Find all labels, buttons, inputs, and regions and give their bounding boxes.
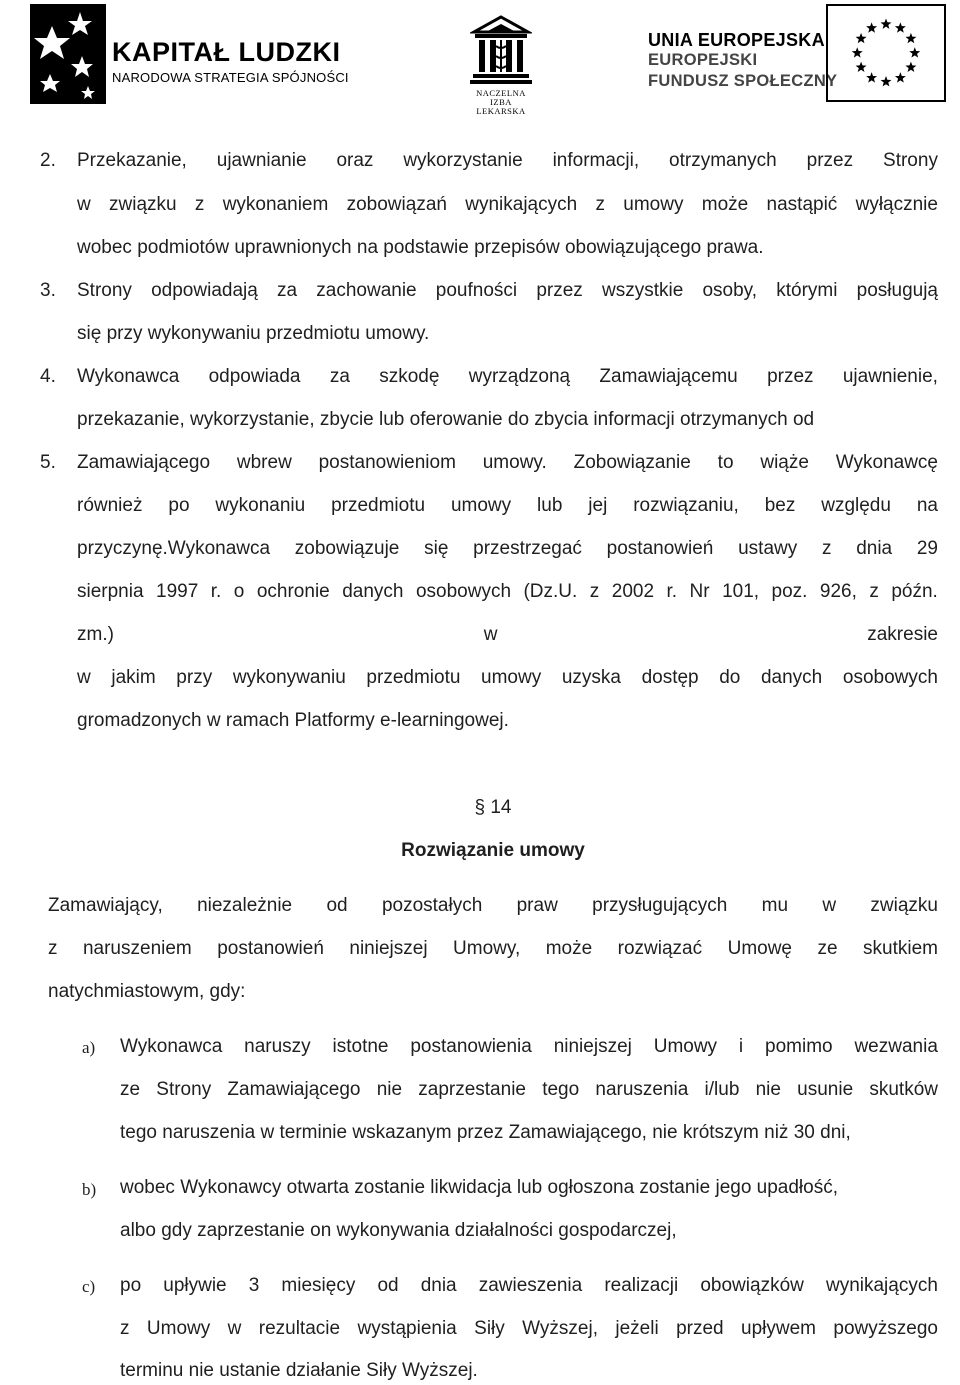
word: mu: [761, 895, 789, 916]
word: wezwania: [854, 1036, 938, 1057]
word: pomimo: [765, 1036, 833, 1057]
item-a-marker: a): [82, 1038, 96, 1057]
word: związku: [109, 194, 177, 215]
clause-5-number: 5.: [40, 452, 56, 473]
clause-4-number: 4.: [40, 366, 56, 387]
word: osoby,: [702, 280, 758, 301]
clause-5-line-1: [77, 452, 938, 474]
word: 926,: [819, 581, 857, 602]
eu-star-icon: [866, 72, 877, 82]
nil-line-1: NACZELNA: [476, 88, 526, 98]
item-c-line-2: [120, 1318, 938, 1340]
naczelna-izba-lekarska-logo: [470, 14, 532, 116]
word: 3: [248, 1275, 260, 1296]
word: zaprzestanie: [418, 1079, 526, 1100]
word: powyższego: [833, 1318, 938, 1339]
word: upływie: [163, 1275, 227, 1296]
intro-line-2: [48, 938, 938, 960]
word: przez: [767, 366, 814, 387]
kapital-ludzki-subtitle: NARODOWA STRATEGIA SPÓJNOŚCI: [112, 70, 349, 85]
word: nie: [376, 1079, 403, 1100]
word: osobowych: [842, 667, 938, 688]
item-b-line-2: albo gdy zaprzestanie on wykonywania działalności gospodarczej,: [120, 1220, 677, 1241]
word: wynikających: [465, 194, 578, 215]
word: bez: [764, 495, 796, 516]
word: z: [589, 581, 600, 602]
word: zobowiązuje: [294, 538, 400, 559]
word: przysługujących: [592, 895, 728, 916]
word: poufności: [435, 280, 518, 301]
word: zachowanie: [316, 280, 417, 301]
item-b-marker: b): [82, 1180, 97, 1199]
document-header: [0, 0, 960, 116]
word: jej: [588, 495, 608, 516]
word: i/lub: [704, 1079, 740, 1100]
eu-star-icon: [895, 72, 906, 82]
item-a-line-3: tego naruszenia w terminie wskazanym przez Zamawiającego, nie krótszym niż 30 dni,: [120, 1122, 851, 1143]
word: Zobowiązanie: [573, 452, 691, 473]
clause-2-line-1: [77, 150, 938, 172]
word: poz.: [771, 581, 808, 602]
word: sierpnia: [77, 581, 144, 602]
word: rozwiązaniu,: [633, 495, 739, 516]
word: Zamawiającego: [227, 1079, 361, 1100]
word: 1997: [156, 581, 199, 602]
item-a-line-1: [120, 1036, 938, 1058]
word: zobowiązań: [346, 194, 447, 215]
word: realizacji: [604, 1275, 679, 1296]
word: osobowych: [415, 581, 512, 602]
word: usunie: [797, 1079, 854, 1100]
word: posługują: [856, 280, 938, 301]
word: na: [916, 495, 938, 516]
ue-line-3: FUNDUSZ SPOŁECZNY: [648, 72, 838, 90]
clause-5-line-3: [77, 538, 938, 560]
word: postanowieniom: [318, 452, 456, 473]
word: się: [424, 538, 449, 559]
word: przy: [176, 667, 213, 688]
eu-star-icon: [856, 62, 867, 72]
word: może: [545, 938, 593, 959]
word: odpowiadają: [151, 280, 258, 301]
word: Wyższej,: [522, 1318, 598, 1339]
kapital-ludzki-title: KAPITAŁ LUDZKI: [112, 37, 341, 67]
word: zakresie: [867, 624, 938, 645]
word: wbrew: [236, 452, 292, 473]
word: którymi: [776, 280, 838, 301]
word: postanowienia: [410, 1036, 532, 1057]
item-b-line-1: wobec Wykonawcy otwarta zostanie likwidacja lub ogłoszona zostanie jego upadłość,: [120, 1177, 839, 1198]
clause-5-line-7: gromadzonych w ramach Platformy e-learningowej.: [77, 710, 509, 731]
ue-line-2: EUROPEJSKI: [648, 51, 758, 69]
word: wszystkie: [601, 280, 684, 301]
word: przedmiotu: [366, 667, 461, 688]
eu-star-icon: [881, 76, 892, 86]
word: Nr: [689, 581, 710, 602]
word: wykonaniu: [215, 495, 306, 516]
unia-europejska-wordmark: [648, 30, 837, 92]
word: za: [329, 366, 350, 387]
word: Umowy,: [453, 938, 521, 959]
paragraph-symbol: § 14: [474, 797, 512, 818]
kapital-ludzki-logo-icon: [30, 4, 106, 104]
word: Zamawiającego: [77, 452, 211, 473]
word: z: [120, 1318, 130, 1339]
word: wynikających: [825, 1275, 938, 1296]
word: ochronie: [256, 581, 330, 602]
word: przyczynę.Wykonawca: [77, 538, 271, 559]
word: w: [77, 194, 91, 215]
word: r.: [666, 581, 678, 602]
word: ze: [120, 1079, 141, 1100]
word: umowy: [481, 667, 542, 688]
intro-line-1: [48, 895, 938, 917]
word: informacji,: [552, 150, 640, 171]
word: postanowień: [606, 538, 714, 559]
clause-2-number: 2.: [40, 150, 56, 171]
word: ze: [817, 938, 838, 959]
word: wykorzystanie: [403, 150, 523, 171]
eu-star-icon: [866, 22, 877, 32]
word: oraz: [336, 150, 374, 171]
clause-2-line-2: [77, 194, 938, 216]
eu-star-icon: [895, 22, 906, 32]
clause-5-line-6: [77, 667, 938, 689]
word: umowy.: [482, 452, 547, 473]
word: wyłącznie: [855, 194, 938, 215]
eu-flag-icon: [826, 4, 946, 102]
word: dnia: [856, 538, 893, 559]
word: Siły: [474, 1318, 505, 1339]
word: Umowy: [653, 1036, 718, 1057]
word: niniejszej: [349, 938, 428, 959]
word: obowiązków: [700, 1275, 804, 1296]
word: rezultacie: [258, 1318, 341, 1339]
word: wiąże: [760, 452, 809, 473]
clause-3-line-1: [77, 280, 938, 302]
temple-icon: [470, 14, 532, 84]
word: z: [595, 194, 605, 215]
word: za: [277, 280, 298, 301]
word: upływem: [741, 1318, 816, 1339]
ue-line-1: UNIA EUROPEJSKA: [648, 30, 825, 50]
word: wykonywaniu: [232, 667, 346, 688]
word: może: [701, 194, 749, 215]
word: wystąpienia: [357, 1318, 457, 1339]
word: ujawnianie: [216, 150, 307, 171]
word: danych: [760, 667, 823, 688]
word: przedmiotu: [331, 495, 426, 516]
clause-5-line-4: [77, 581, 938, 603]
word: do: [719, 667, 741, 688]
item-a-line-2: [120, 1079, 938, 1101]
word: praw: [516, 895, 558, 916]
item-c-line-1: [120, 1275, 938, 1297]
word: z: [821, 538, 832, 559]
word: wyrządzoną: [468, 366, 571, 387]
word: od: [377, 1275, 399, 1296]
word: otrzymanych: [669, 150, 777, 171]
word: Strony: [156, 1079, 212, 1100]
word: Umowy: [146, 1318, 211, 1339]
word: przestrzegać: [473, 538, 582, 559]
word: lub: [537, 495, 563, 516]
word: naruszy: [244, 1036, 311, 1057]
word: szkodę: [379, 366, 440, 387]
word: postanowień: [217, 938, 324, 959]
eu-star-icon: [852, 47, 863, 57]
clause-2-line-3: wobec podmiotów uprawnionych na podstawie przepisów obowiązującego prawa.: [77, 237, 764, 258]
word: wykonaniem: [222, 194, 329, 215]
word: danych: [342, 581, 404, 602]
clause-4-line-2: przekazanie, wykorzystanie, zbycie lub oferowanie do zbycia informacji otrzymanych od: [77, 409, 815, 430]
word: Zamawiający,: [48, 895, 163, 916]
nil-line-2: IZBA LEKARSKA: [476, 97, 526, 116]
word: r.: [210, 581, 222, 602]
word: umowy: [450, 495, 512, 516]
word: 29: [916, 538, 938, 559]
word: po: [168, 495, 190, 516]
word: względu: [821, 495, 891, 516]
word: ustawy: [738, 538, 798, 559]
word: przed: [676, 1318, 724, 1339]
clause-3-number: 3.: [40, 280, 56, 301]
word: skutkiem: [863, 938, 938, 959]
word: niniejszej: [553, 1036, 632, 1057]
word: naruszeniem: [82, 938, 192, 959]
word: w: [77, 667, 91, 688]
word: w: [822, 895, 837, 916]
word: odpowiada: [208, 366, 301, 387]
word: umowy: [623, 194, 684, 215]
word: dostęp: [641, 667, 699, 688]
word: miesięcy: [281, 1275, 356, 1296]
item-c-line-3: terminu nie ustanie działanie Siły Wyższej.: [120, 1360, 478, 1381]
word: pozostałych: [381, 895, 483, 916]
word: to: [717, 452, 734, 473]
word: uzyska: [561, 667, 621, 688]
word: skutków: [869, 1079, 938, 1100]
word: Umowę: [727, 938, 792, 959]
word: o: [233, 581, 245, 602]
word: przez: [536, 280, 583, 301]
eu-star-icon: [881, 18, 892, 28]
word: Przekazanie,: [77, 150, 187, 171]
word: w: [483, 624, 498, 645]
word: istotne: [332, 1036, 389, 1057]
clause-4-line-1: [77, 366, 938, 388]
word: (Dz.U.: [523, 581, 578, 602]
word: jeżeli: [615, 1318, 659, 1339]
eu-star-icon: [905, 33, 916, 43]
word: również: [77, 495, 143, 516]
clause-3-line-2: się przy wykonywaniu przedmiotu umowy.: [77, 323, 430, 344]
word: naruszenia: [595, 1079, 689, 1100]
word: dnia: [420, 1275, 457, 1296]
word: 2002: [611, 581, 655, 602]
word: Strony: [883, 150, 938, 171]
word: Zamawiającemu: [599, 366, 738, 387]
intro-line-3: natychmiastowym, gdy:: [48, 981, 246, 1002]
word: jakim: [111, 667, 156, 688]
word: przez: [806, 150, 854, 171]
word: Strony: [77, 280, 132, 301]
word: nie: [755, 1079, 781, 1100]
word: zawieszenia: [478, 1275, 583, 1296]
eu-star-icon: [909, 47, 920, 57]
word: późn.: [891, 581, 938, 602]
word: 101,: [722, 581, 760, 602]
word: Wykonawca: [120, 1036, 223, 1057]
eu-star-icon: [856, 33, 867, 43]
section-heading: Rozwiązanie umowy: [401, 840, 585, 861]
word: Wykonawca: [77, 366, 180, 387]
word: z: [869, 581, 879, 602]
clause-5-line-2: [77, 495, 938, 517]
word: Wykonawcę: [835, 452, 938, 473]
word: w: [227, 1318, 242, 1339]
kapital-ludzki-wordmark: [112, 38, 349, 85]
eu-star-icon: [905, 62, 916, 72]
item-c-marker: c): [82, 1277, 96, 1296]
word: po: [120, 1275, 142, 1296]
word: ujawnienie,: [842, 366, 938, 387]
word: zm.): [77, 624, 114, 645]
clause-5-line-5: [77, 624, 938, 646]
word: i: [738, 1036, 744, 1057]
word: z: [194, 194, 205, 215]
word: rozwiązać: [617, 938, 703, 959]
word: niezależnie: [197, 895, 293, 916]
word: tego: [542, 1079, 580, 1100]
word: od: [326, 895, 348, 916]
word: z: [48, 938, 58, 959]
word: związku: [870, 895, 938, 916]
word: nastąpić: [766, 194, 838, 215]
